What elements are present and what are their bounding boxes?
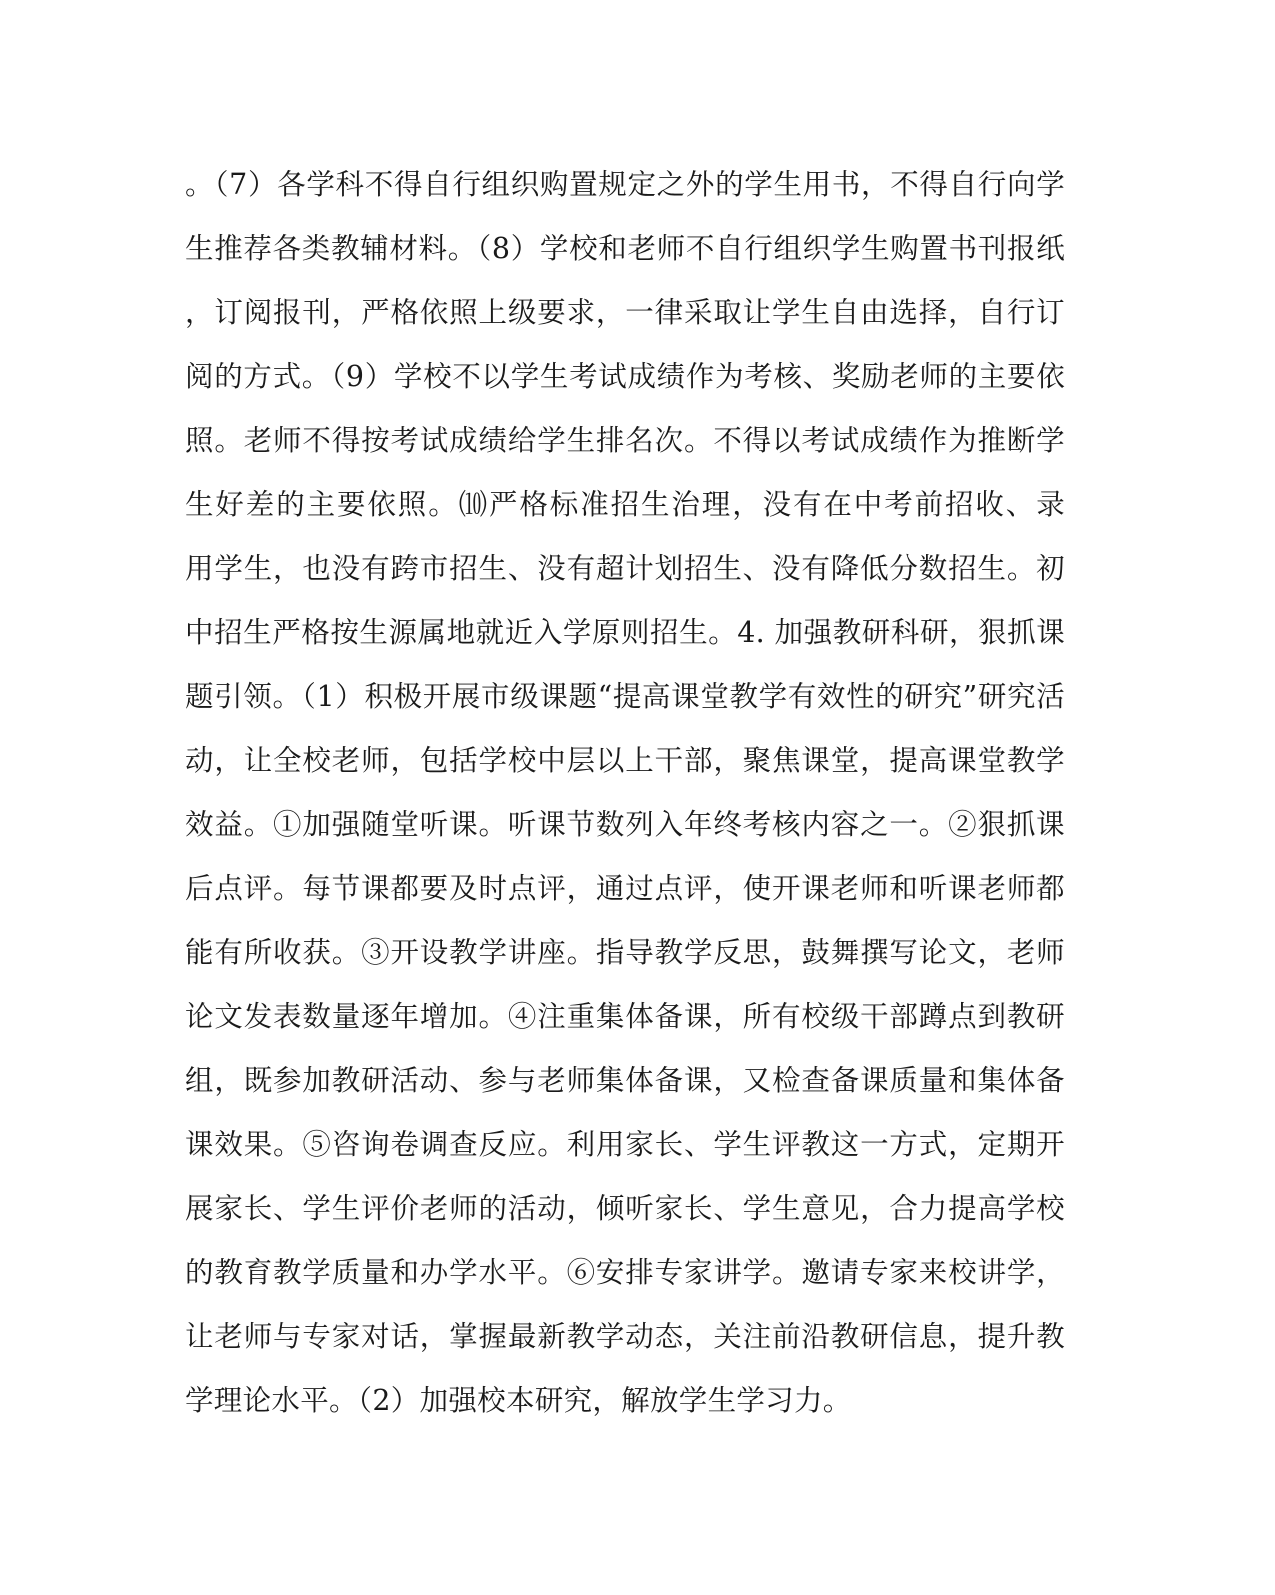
text-line: ，订阅报刊，严格依照上级要求，一律采取让学生自由选择，自行订 xyxy=(185,296,1065,329)
text-line: 后点评。每节课都要及时点评，通过点评，使开课老师和听课老师都 xyxy=(185,872,1065,905)
text-line: 中招生严格按生源属地就近入学原则招生。4. 加强教研科研，狠抓课 xyxy=(185,616,1065,649)
text-line: 课效果。⑤咨询卷调查反应。利用家长、学生评教这一方式，定期开 xyxy=(185,1128,1065,1161)
text-line: 照。老师不得按考试成绩给学生排名次。不得以考试成绩作为推断学 xyxy=(185,424,1065,457)
text-line: 阅的方式。（9）学校不以学生考试成绩作为考核、奖励老师的主要依 xyxy=(185,360,1065,393)
text-line: 论文发表数量逐年增加。④注重集体备课，所有校级干部蹲点到教研 xyxy=(185,1000,1065,1033)
text-line: 展家长、学生评价老师的活动，倾听家长、学生意见，合力提高学校 xyxy=(185,1192,1065,1225)
text-line: 用学生，也没有跨市招生、没有超计划招生、没有降低分数招生。初 xyxy=(185,552,1065,585)
text-line: 让老师与专家对话，掌握最新教学动态，关注前沿教研信息，提升教 xyxy=(185,1320,1065,1353)
text-line: 生推荐各类教辅材料。（8）学校和老师不自行组织学生购置书刊报纸 xyxy=(185,232,1065,265)
text-line: 的教育教学质量和办学水平。⑥安排专家讲学。邀请专家来校讲学， xyxy=(185,1256,1065,1289)
text-line: 学理论水平。（2）加强校本研究，解放学生学习力。 xyxy=(185,1384,852,1417)
body-text xyxy=(185,153,1065,1433)
text-line: 题引领。（1）积极开展市级课题“提高课堂教学有效性的研究”研究活 xyxy=(185,680,1065,713)
text-line: 。（7）各学科不得自行组织购置规定之外的学生用书，不得自行向学 xyxy=(185,168,1065,201)
text-line: 组，既参加教研活动、参与老师集体备课，又检查备课质量和集体备 xyxy=(185,1064,1065,1097)
text-line: 效益。①加强随堂听课。听课节数列入年终考核内容之一。②狠抓课 xyxy=(185,808,1065,841)
text-line: 生好差的主要依照。⑽严格标准招生治理，没有在中考前招收、录 xyxy=(185,488,1065,521)
text-line: 动，让全校老师，包括学校中层以上干部，聚焦课堂，提高课堂教学 xyxy=(185,744,1065,777)
text-line: 能有所收获。③开设教学讲座。指导教学反思，鼓舞撰写论文，老师 xyxy=(185,936,1065,969)
